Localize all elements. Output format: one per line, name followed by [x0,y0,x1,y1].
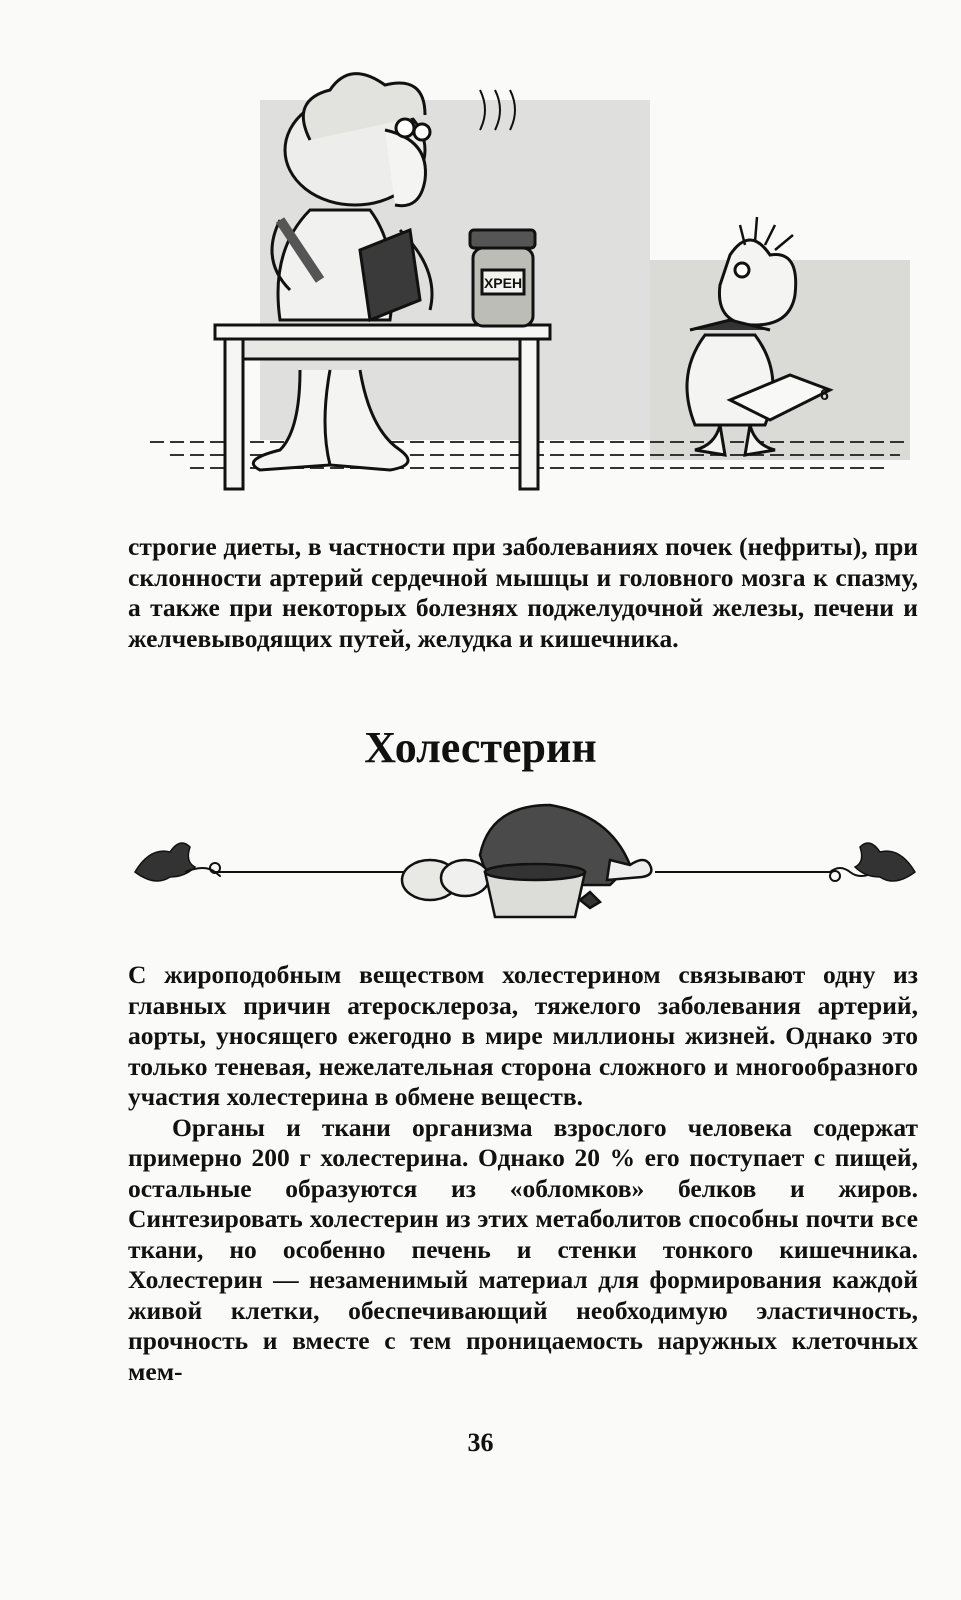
body-paragraph-2: Органы и ткани организма взрослого человека содержат примерно 200 г холестерина. Однако 20 % его поступает с пищей, остальные образуются из «обломков» белков и жиров. Синтезировать холестерин из этих метаболитов способны почти все ткани, но особенно печень и стенки тонкого кишечника. Холестерин — незаменимый материал для формирования каждой живой клетки, обеспечивающий необходимую эластичность, прочность и вместе с тем проницаемость наружных клеточных мем- [128,1112,918,1386]
decorative-ornament [130,800,920,940]
body-paragraph-1: С жироподобным веществом холестерином связывают одну из главных причин атеросклероза, тяжелого заболевания артерий, аорты, уносящего ежегодно в мире миллионы жизней. Однако это только теневая, нежелательная сторона сложного и многообразного участия холестерина в обмене веществ. [128,960,918,1111]
page-number: 36 [467,1428,494,1457]
cartoon-illustration [130,70,930,530]
intro-text [128,532,918,654]
section-title: Холестерин [364,723,597,772]
intro-paragraph: строгие диеты, в частности при заболеваниях почек (нефриты), при склонности артерий сердечной мышцы и головного мозга к спазму, а также при некоторых болезнях поджелудочной железы, печени и желчевыводящих путей, желудка и кишечника. [128,532,918,653]
jar-label: ХРЕН [483,275,523,291]
food-still-life [402,805,651,917]
leaf-left-icon [135,843,195,881]
section-body [128,960,918,1387]
vine-right [655,868,875,876]
book-label: 6 [820,387,829,404]
